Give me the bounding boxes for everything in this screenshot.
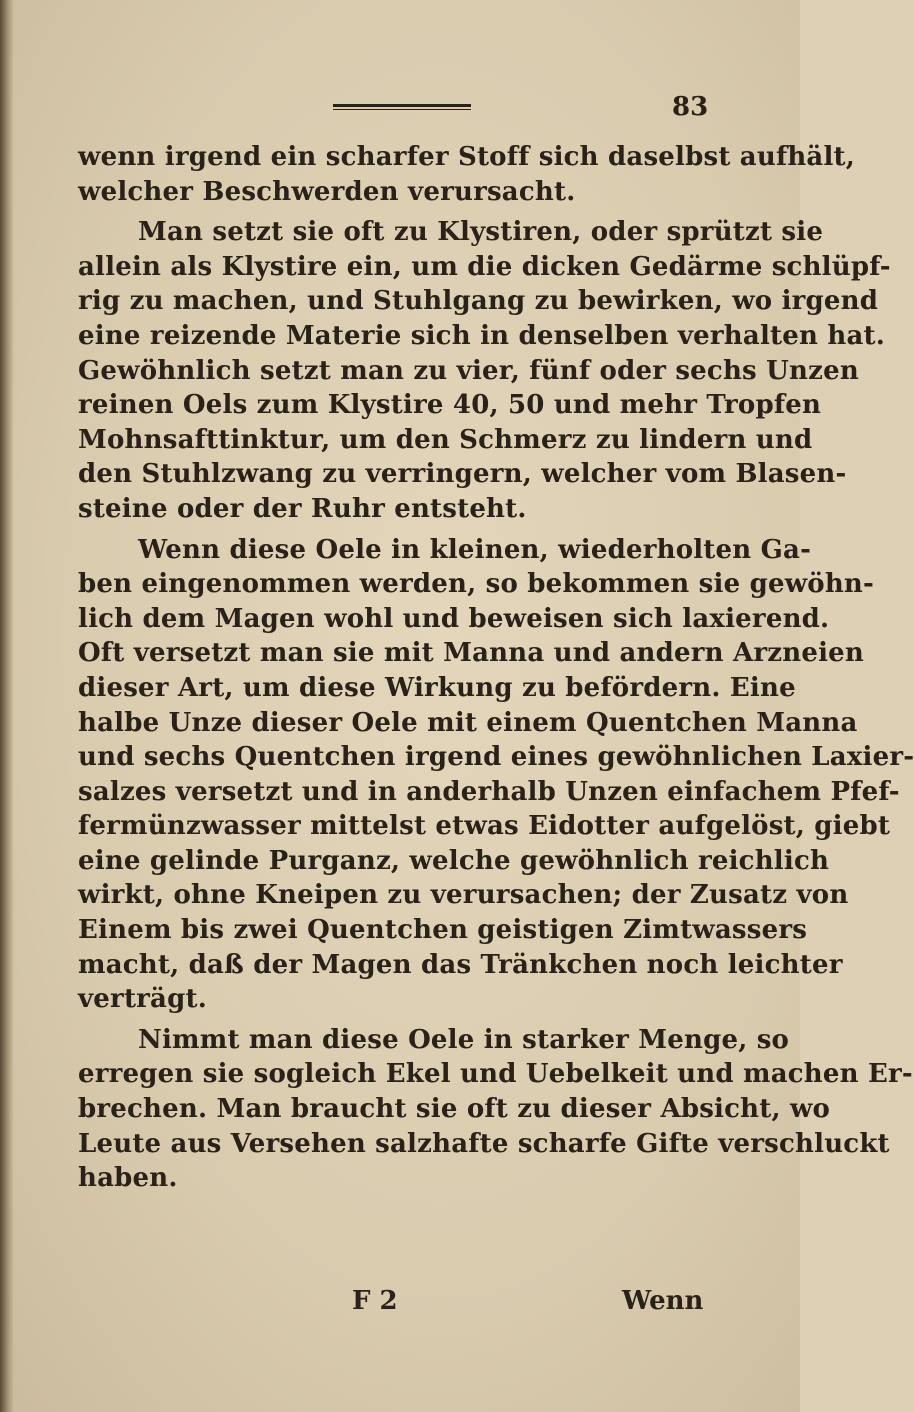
page-spine-shadow <box>0 0 14 1412</box>
text-line: allein als Klystire ein, um die dicken Gedärme schlüpf- <box>78 251 891 282</box>
text-line: fermünzwasser mittelst etwas Eidotter aufgelöst, giebt <box>78 811 891 842</box>
text-line: erregen sie sogleich Ekel und Uebelkeit und machen Er- <box>78 1059 913 1090</box>
text-line: halbe Unze dieser Oele mit einem Quentchen Manna <box>78 707 858 738</box>
text-line: lich dem Magen wohl und beweisen sich laxierend. <box>78 603 830 634</box>
text-line: macht, daß der Magen das Tränkchen noch leichter <box>78 949 843 980</box>
paragraph <box>78 1023 913 1196</box>
text-line: wirkt, ohne Kneipen zu verursachen; der Zusatz von <box>78 880 849 911</box>
text-line: rig zu machen, und Stuhlgang zu bewirken, wo irgend <box>78 286 879 317</box>
text-line: welcher Beschwerden verursacht. <box>78 176 576 207</box>
text-line: Mohnsafttinktur, um den Schmerz zu lindern und <box>78 424 813 455</box>
paragraph <box>78 533 914 1017</box>
text-line: eine gelinde Purganz, welche gewöhnlich reichlich <box>78 845 830 876</box>
text-line: Einem bis zwei Quentchen geistigen Zimtwassers <box>78 915 808 946</box>
header-rule <box>333 104 471 110</box>
page-footer <box>0 1286 800 1326</box>
text-line: haben. <box>78 1163 178 1194</box>
text-line: und sechs Quentchen irgend eines gewöhnlichen Laxier- <box>78 742 914 773</box>
text-line: Gewöhnlich setzt man zu vier, fünf oder sechs Unzen <box>78 355 859 386</box>
text-line: dieser Art, um diese Wirkung zu befördern. Eine <box>78 672 796 703</box>
text-line: wenn irgend ein scharfer Stoff sich daselbst aufhält, <box>78 142 856 172</box>
paragraph <box>78 140 856 209</box>
catchword: Wenn <box>622 1286 704 1316</box>
signature-mark: F 2 <box>352 1286 398 1316</box>
text-line: reinen Oels zum Klystire 40, 50 und mehr Tropfen <box>78 390 822 421</box>
paragraph <box>78 215 891 526</box>
text-line: steine oder der Ruhr entsteht. <box>78 493 527 524</box>
text-line: Wenn diese Oele in kleinen, wiederholten Ga- <box>138 534 812 565</box>
text-line: Leute aus Versehen salzhafte scharfe Gifte verschluckt <box>78 1128 890 1159</box>
text-line: Oft versetzt man sie mit Manna und andern Arzneien <box>78 638 865 669</box>
text-line: eine reizende Materie sich in denselben verhalten hat. <box>78 320 885 351</box>
text-line: den Stuhlzwang zu verringern, welcher vom Blasen- <box>78 459 847 490</box>
text-line: Man setzt sie oft zu Klystiren, oder sprützt sie <box>138 217 824 248</box>
page-number: 83 <box>672 92 709 122</box>
text-line: brechen. Man braucht sie oft zu dieser Absicht, wo <box>78 1094 831 1125</box>
text-line: ben eingenommen werden, so bekommen sie gewöhn- <box>78 569 875 600</box>
text-line: salzes versetzt und in anderhalb Unzen einfachem Pfef- <box>78 776 900 807</box>
body-text <box>78 140 914 1196</box>
text-line: verträgt. <box>78 984 207 1015</box>
text-line: Nimmt man diese Oele in starker Menge, so <box>138 1024 790 1055</box>
